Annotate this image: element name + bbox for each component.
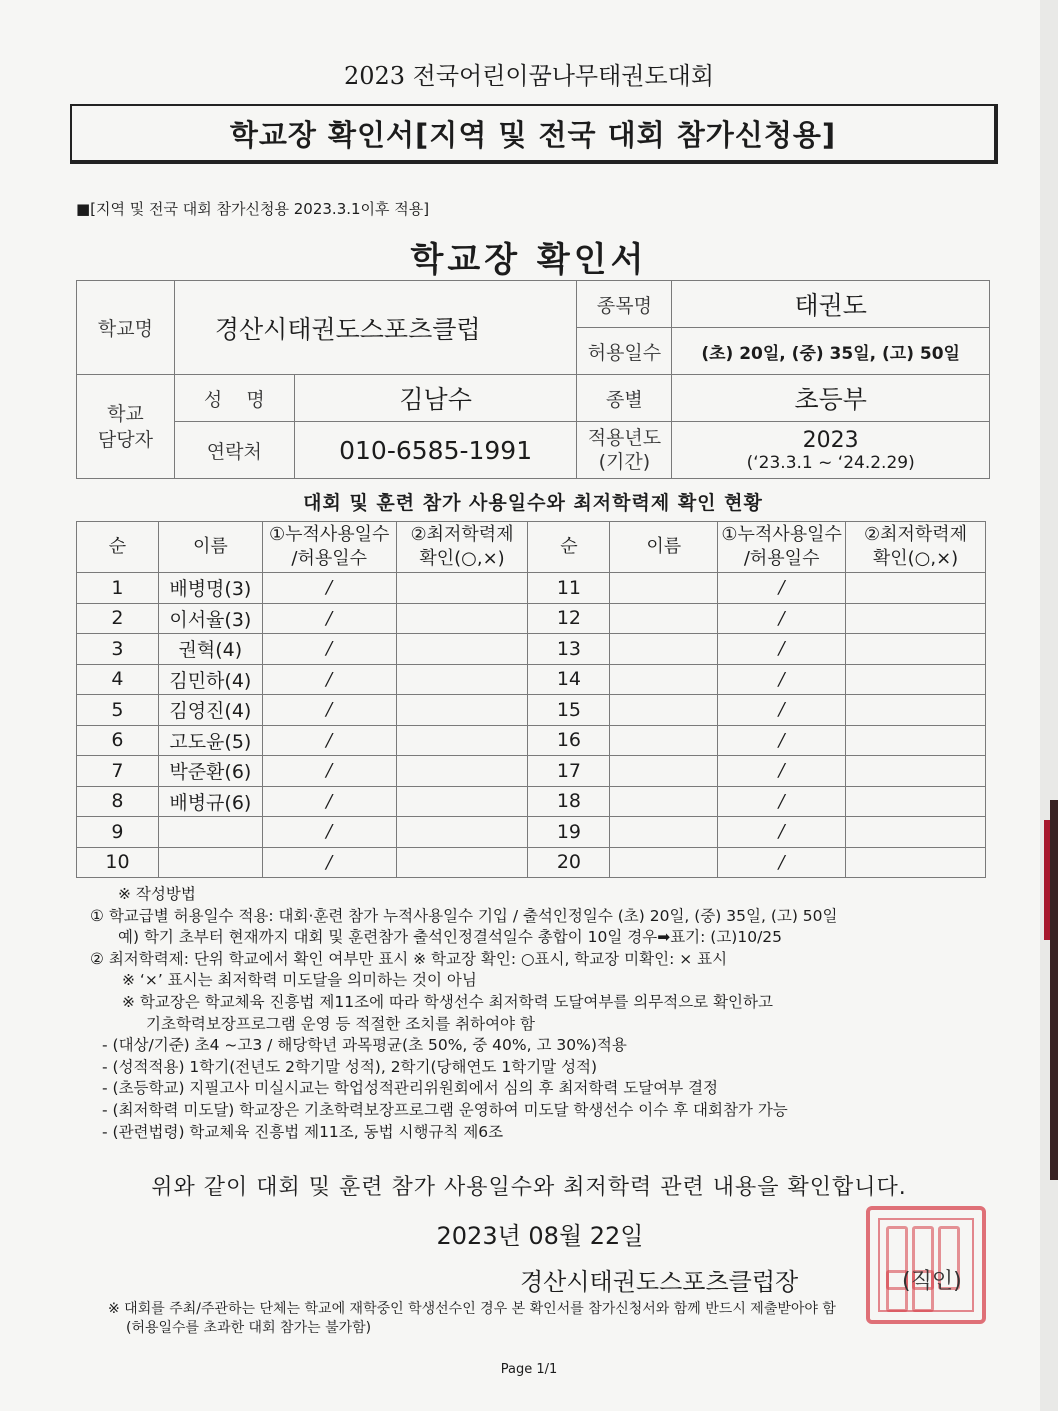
left-days: / [262, 756, 396, 787]
right-days: / [718, 725, 846, 756]
table-row [77, 603, 986, 634]
left-name: 배병명(3) [158, 573, 262, 604]
header-no-right: 순 [528, 522, 610, 573]
right-academic [846, 786, 986, 817]
left-academic [396, 817, 528, 848]
table-row [77, 664, 986, 695]
manager-label: 학교 담당자 [77, 375, 175, 479]
header-days-left: ①누적사용일수 /허용일수 [262, 522, 396, 573]
confirm-statement: 위와 같이 대회 및 훈련 참가 사용일수와 최저학력 관련 내용을 확인합니다. [151, 1175, 907, 1200]
left-academic [396, 695, 528, 726]
left-name: 배병규(6) [158, 786, 262, 817]
doc-title: 학교장 확인서 [410, 240, 648, 280]
right-no: 17 [528, 756, 610, 787]
event-title: 2023 전국어린이꿈나무태권도대회 [343, 62, 715, 90]
right-no: 15 [528, 695, 610, 726]
header-no-left: 순 [77, 522, 159, 573]
status-header-row [77, 522, 986, 573]
confirm-date: 2023년 08월 22일 [436, 1222, 644, 1250]
name-label: 성 명 [174, 375, 294, 422]
apply-note: ■[지역 및 전국 대회 참가신청용 2023.3.1이후 적용] [76, 200, 430, 218]
note-dash-2: - (성적적용) 1학기(전년도 2학기말 성적), 2학기(당해연도 1학기말 성적) [102, 1057, 598, 1076]
school-label: 학교명 [77, 281, 175, 375]
main-title: 학교장 확인서[지역 및 전국 대회 참가신청용] [70, 104, 998, 164]
table-row [77, 695, 986, 726]
right-no: 16 [528, 725, 610, 756]
left-no: 7 [77, 756, 159, 787]
right-days: / [718, 695, 846, 726]
right-no: 18 [528, 786, 610, 817]
table-row [77, 573, 986, 604]
right-days: / [718, 756, 846, 787]
table-row [77, 725, 986, 756]
left-no: 6 [77, 725, 159, 756]
year-cell [672, 422, 990, 479]
note-2-b: ※ 학교장은 학교체육 진흥법 제11조에 따라 학생선수 최저학력 도달여부를 의무적으로 확인하고 [122, 992, 773, 1011]
right-no: 14 [528, 664, 610, 695]
sport-value: 태권도 [672, 281, 990, 328]
footer-note-line-2: (허용일수를 초과한 대회 참가는 불가함) [126, 1320, 372, 1336]
left-days: / [262, 634, 396, 665]
footer-note [108, 1300, 988, 1338]
year-label: 적용년도 (기간) [577, 422, 672, 479]
right-academic [846, 695, 986, 726]
right-name [610, 695, 718, 726]
left-name: 이서율(3) [158, 603, 262, 634]
status-table [76, 521, 986, 878]
left-academic [396, 847, 528, 878]
right-academic [846, 817, 986, 848]
left-no: 10 [77, 847, 159, 878]
name-value: 김남수 [294, 375, 577, 422]
allowed-days-label: 허용일수 [577, 328, 672, 375]
left-days: / [262, 786, 396, 817]
sport-label: 종목명 [577, 281, 672, 328]
left-days: / [262, 573, 396, 604]
note-dash-1: - (대상/기준) 초4 ~고3 / 해당학년 과목평균(초 50%, 중 40%, 고 30%)적용 [102, 1036, 627, 1055]
contact-label: 연락처 [174, 422, 294, 479]
left-name: 김영진(4) [158, 695, 262, 726]
left-days: / [262, 664, 396, 695]
writing-instructions [90, 884, 990, 1143]
allowed-days-value: (초) 20일, (중) 35일, (고) 50일 [672, 328, 990, 375]
right-academic [846, 573, 986, 604]
right-no: 20 [528, 847, 610, 878]
left-academic [396, 634, 528, 665]
note-1-example: 예) 학기 초부터 현재까지 대회 및 훈련참가 출석인정결석일수 총합이 10일 경우➡표기: (고)10/25 [118, 928, 783, 947]
note-2: ② 최저학력제: 단위 학교에서 확인 여부만 표시 ※ 학교장 확인: ○표시, 학교장 미확인: × 표시 [90, 949, 728, 968]
header-name-right: 이름 [610, 522, 718, 573]
left-name [158, 847, 262, 878]
info-table [76, 280, 990, 479]
left-name: 고도윤(5) [158, 725, 262, 756]
right-days: / [718, 634, 846, 665]
left-days: / [262, 603, 396, 634]
left-no: 1 [77, 573, 159, 604]
right-academic [846, 756, 986, 787]
left-name [158, 817, 262, 848]
right-name [610, 603, 718, 634]
left-no: 3 [77, 634, 159, 665]
left-no: 4 [77, 664, 159, 695]
note-2-a: ※ ‘×’ 표시는 최저학력 미도달을 의미하는 것이 아님 [122, 971, 477, 990]
year-value: 2023 [802, 427, 859, 453]
right-academic [846, 634, 986, 665]
right-days: / [718, 786, 846, 817]
table-row [77, 847, 986, 878]
right-academic [846, 603, 986, 634]
background-edge-red [1044, 820, 1050, 940]
right-academic [846, 664, 986, 695]
left-academic [396, 603, 528, 634]
table-row [77, 786, 986, 817]
right-no: 12 [528, 603, 610, 634]
right-name [610, 664, 718, 695]
right-no: 13 [528, 634, 610, 665]
right-name [610, 634, 718, 665]
right-academic [846, 725, 986, 756]
left-no: 9 [77, 817, 159, 848]
background-edge [1050, 800, 1058, 1180]
header-academic-left: ②최저학력제 확인(○,×) [396, 522, 528, 573]
header-academic-right: ②최저학력제 확인(○,×) [846, 522, 986, 573]
period-value: (‘23.3.1 ~ ‘24.2.29) [746, 452, 915, 473]
left-days: / [262, 847, 396, 878]
right-name [610, 725, 718, 756]
left-no: 2 [77, 603, 159, 634]
right-name [610, 573, 718, 604]
left-name: 김민하(4) [158, 664, 262, 695]
right-name [610, 847, 718, 878]
left-name: 권혁(4) [158, 634, 262, 665]
note-2-b2: 기초학력보장프로그램 운영 등 적절한 조치를 취하여야 함 [146, 1014, 535, 1033]
right-name [610, 786, 718, 817]
header-name-left: 이름 [158, 522, 262, 573]
table-row [77, 756, 986, 787]
table-row [77, 634, 986, 665]
left-academic [396, 786, 528, 817]
right-no: 19 [528, 817, 610, 848]
footer-note-line-1: ※ 대회를 주최/주관하는 단체는 학교에 재학중인 학생선수인 경우 본 확인서를 참가신청서와 함께 반드시 제출받아야 함 [108, 1301, 836, 1317]
table-row [77, 817, 986, 848]
left-academic [396, 725, 528, 756]
right-name [610, 756, 718, 787]
left-days: / [262, 817, 396, 848]
status-title: 대회 및 훈련 참가 사용일수와 최저학력제 확인 현황 [303, 492, 763, 514]
right-no: 11 [528, 573, 610, 604]
left-academic [396, 756, 528, 787]
left-academic [396, 573, 528, 604]
left-no: 5 [77, 695, 159, 726]
right-days: / [718, 817, 846, 848]
right-academic [846, 847, 986, 878]
right-days: / [718, 847, 846, 878]
left-academic [396, 664, 528, 695]
left-name: 박준환(6) [158, 756, 262, 787]
school-value: 경산시태권도스포츠클럽 [174, 281, 577, 375]
left-days: / [262, 725, 396, 756]
header-days-right: ①누적사용일수 /허용일수 [718, 522, 846, 573]
left-days: / [262, 695, 396, 726]
right-days: / [718, 603, 846, 634]
division-value: 초등부 [672, 375, 990, 422]
seal-text: (직인) [902, 1269, 962, 1294]
left-no: 8 [77, 786, 159, 817]
notes-heading: ※ 작성방법 [118, 885, 196, 903]
note-dash-4: - (최저학력 미도달) 학교장은 기초학력보장프로그램 운영하여 미도달 학생선수 이수 후 대회참가 가능 [102, 1100, 788, 1119]
note-1: ① 학교급별 허용일수 적용: 대회·훈련 참가 누적사용일수 기입 / 출석인정일수 (초) 20일, (중) 35일, (고) 50일 [90, 906, 838, 925]
right-days: / [718, 664, 846, 695]
right-days: / [718, 573, 846, 604]
page-number: Page 1/1 [500, 1362, 558, 1377]
note-dash-3: - (초등학교) 지필고사 미실시교는 학업성적관리위원회에서 심의 후 최저학력 도달여부 결정 [102, 1079, 719, 1098]
note-dash-5: - (관련법령) 학교체육 진흥법 제11조, 동법 시행규칙 제6조 [102, 1122, 504, 1141]
signer-title: 경산시태권도스포츠클럽장 [520, 1268, 799, 1296]
contact-value: 010-6585-1991 [294, 422, 577, 479]
division-label: 종별 [577, 375, 672, 422]
right-name [610, 817, 718, 848]
